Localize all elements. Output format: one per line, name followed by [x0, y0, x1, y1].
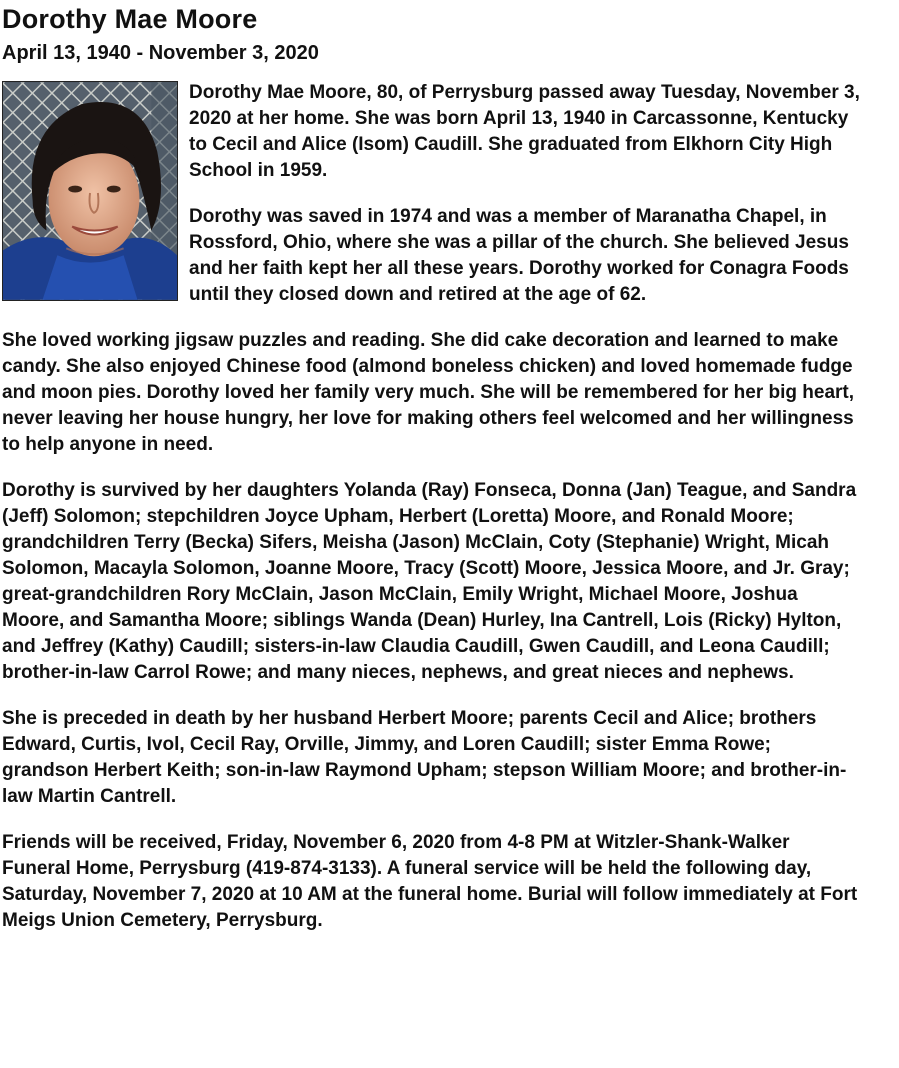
obituary-paragraph: Dorothy was saved in 1974 and was a member of Maranatha Chapel, in Rossford, Ohio, where she was a pillar of the church. She believed Jesus and her faith kept her all these years. Dorothy worked for Conagra Foods until they closed down and retired at the age of 62. [189, 206, 849, 305]
obituary-name: Dorothy Mae Moore [2, 4, 258, 34]
obituary-page [2, 0, 862, 954]
obituary-body [2, 80, 862, 934]
obituary-paragraph: She loved working jigsaw puzzles and reading. She did cake decoration and learned to make candy. She also enjoyed Chinese food (almond boneless chicken) and loved homemade fudge and moon pies. Dorothy loved her family very much. She will be remembered for her big heart, never leaving her house hungry, her love for making others feel welcomed and her willingness to help anyone in need. [2, 330, 855, 455]
obituary-paragraph: Friends will be received, Friday, November 6, 2020 from 4-8 PM at Witzler-Shank-Walker Funeral Home, Perrysburg (419-874-3133). A funeral service will be held the following day, Saturday, November 7, 2020 at 10 AM at the funeral home. Burial will follow immediately at Fort Meigs Union Cemetery, Perrysburg. [2, 832, 858, 931]
obituary-paragraph: Dorothy Mae Moore, 80, of Perrysburg passed away Tuesday, November 3, 2020 at her home. She was born April 13, 1940 in Carcassonne, Kentucky to Cecil and Alice (Isom) Caudill. She graduated from Elkhorn City High School in 1959. [189, 82, 860, 181]
obituary-dates: April 13, 1940 - November 3, 2020 [2, 42, 319, 64]
obituary-paragraph: Dorothy is survived by her daughters Yolanda (Ray) Fonseca, Donna (Jan) Teague, and Sandra (Jeff) Solomon; stepchildren Joyce Upham, Herbert (Loretta) Moore, and Ronald Moore; grandchildren Terry (Becka) Sifers, Meisha (Jason) McClain, Coty (Stephanie) Wright, Micah Solomon, Macayla Solomon, Joanne Moore, Tracy (Scott) Moore, Jessica Moore, and Jr. Gray; great-grandchildren Rory McClain, Jason McClain, Emily Wright, Michael Moore, Joshua Moore, and Samantha Moore; siblings Wanda (Dean) Hurley, Ina Cantrell, Lois (Ricky) Hylton, and Jeffrey (Kathy) Caudill; sisters-in-law Claudia Caudill, Gwen Caudill, and Leona Caudill; brother-in-law Carrol Rowe; and many nieces, nephews, and great nieces and nephews. [2, 480, 857, 683]
obituary-paragraph: She is preceded in death by her husband Herbert Moore; parents Cecil and Alice; brothers Edward, Curtis, Ivol, Cecil Ray, Orville, Jimmy, and Loren Caudill; sister Emma Rowe; grandson Herbert Keith; son-in-law Raymond Upham; stepson William Moore; and brother-in-law Martin Cantrell. [2, 708, 847, 807]
portrait-photo [2, 81, 178, 301]
